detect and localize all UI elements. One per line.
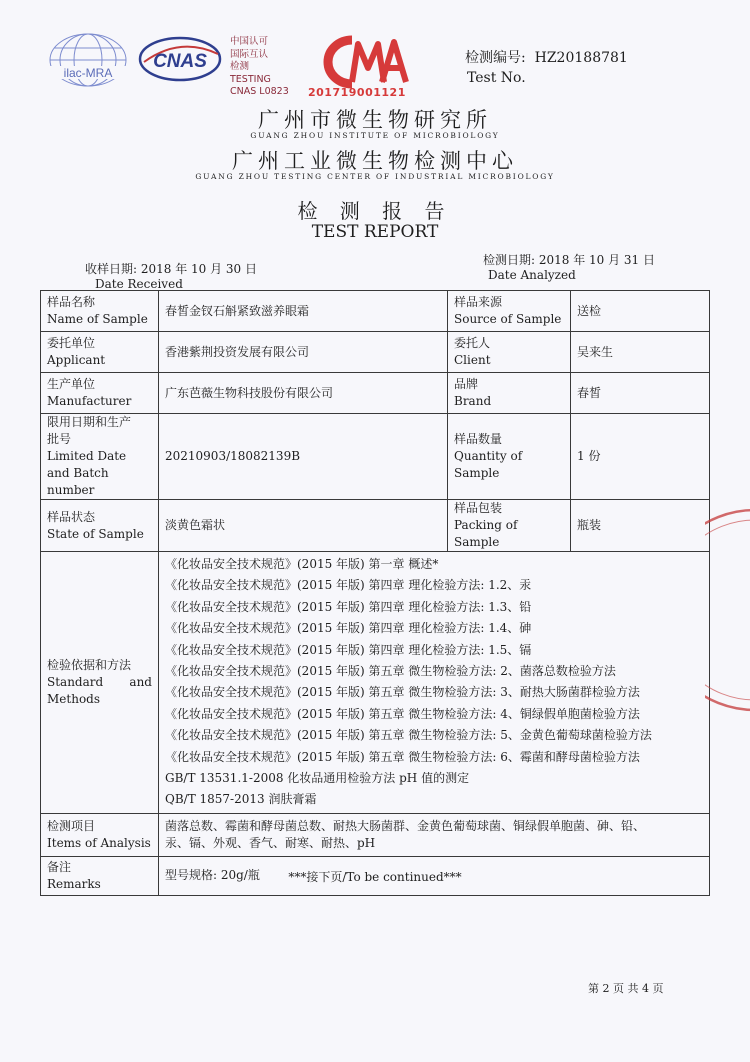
list-item: 《化妆品安全技术规范》(2015 年版) 第一章 概述* bbox=[165, 557, 439, 571]
table-row bbox=[41, 813, 710, 856]
svg-text:CMA: CMA bbox=[312, 34, 315, 35]
list-item: 《化妆品安全技术规范》(2015 年版) 第四章 理化检验方法: 1.2、汞 bbox=[165, 578, 532, 593]
svg-text:CNAS: CNAS bbox=[153, 51, 207, 72]
continued-note: ***接下页/To be continued*** bbox=[288, 870, 462, 884]
table-row bbox=[41, 373, 710, 414]
test-number-label: 检测编号: bbox=[465, 50, 526, 66]
list-item: 《化妆品安全技术规范》(2015 年版) 第四章 理化检验方法: 1.3、铅 bbox=[165, 599, 532, 614]
standard-methods-list bbox=[159, 552, 710, 814]
sample-source-label: 样品来源 Source of Sample bbox=[448, 291, 571, 332]
page-indicator: 第 2 页 共 4 页 bbox=[588, 982, 664, 995]
svg-text:ilac-MRA: ilac-MRA bbox=[63, 66, 113, 80]
list-item: 《化妆品安全技术规范》(2015 年版) 第五章 微生物检验方法: 3、耐热大肠菌群检验方法 bbox=[165, 685, 640, 700]
table-row bbox=[41, 500, 710, 552]
applicant-label: 委托单位 Applicant bbox=[41, 332, 159, 373]
sample-name-value: 春皙金钗石斛紧致滋养眼霜 bbox=[159, 291, 448, 332]
institute-name-cn: 广州市微生物研究所 bbox=[258, 108, 492, 132]
items-label: 检测项目 Items of Analysis bbox=[41, 813, 159, 856]
ilac-mra-logo bbox=[45, 30, 131, 90]
client-label: 委托人 Client bbox=[448, 332, 571, 373]
report-title-cn: 检 测 报 告 bbox=[297, 199, 453, 223]
list-item: 《化妆品安全技术规范》(2015 年版) 第四章 理化检验方法: 1.5、镉 bbox=[165, 642, 532, 657]
brand-label: 品牌 Brand bbox=[448, 373, 571, 414]
sample-name-label: 样品名称 Name of Sample bbox=[41, 291, 159, 332]
remarks-value: 型号规格: 20g/瓶 bbox=[159, 856, 710, 895]
applicant-value: 香港紫荆投资发展有限公司 bbox=[159, 332, 448, 373]
quantity-value: 1 份 bbox=[571, 414, 710, 500]
items-value: 菌落总数、霉菌和酵母菌总数、耐热大肠菌群、金黄色葡萄球菌、铜绿假单胞菌、砷、铅、 汞、镉、外观、香气、耐寒、耐热、pH bbox=[159, 813, 710, 856]
packing-value: 瓶装 bbox=[571, 500, 710, 552]
center-name-cn: 广州工业微生物检测中心 bbox=[232, 149, 518, 173]
test-number bbox=[465, 48, 628, 88]
state-label: 样品状态 State of Sample bbox=[41, 500, 159, 552]
standard-label: 检验依据和方法 Standard and Methods bbox=[41, 552, 159, 814]
list-item: 《化妆品安全技术规范》(2015 年版) 第四章 理化检验方法: 1.4、砷 bbox=[165, 621, 532, 636]
remarks-label: 备注 Remarks bbox=[41, 856, 159, 895]
report-title-en: TEST REPORT bbox=[311, 222, 439, 242]
table-row bbox=[41, 291, 710, 332]
table-row bbox=[41, 552, 710, 814]
date-analyzed: 检测日期: 2018 年 10 月 31 日 Date Analyzed bbox=[483, 253, 656, 282]
quantity-label: 样品数量 Quantity of Sample bbox=[448, 414, 571, 500]
list-item: 《化妆品安全技术规范》(2015 年版) 第五章 微生物检验方法: 6、霉菌和酵母菌检验方法 bbox=[165, 749, 640, 764]
list-item: QB/T 1857-2013 润肤膏霜 bbox=[165, 792, 317, 807]
manufacturer-label: 生产单位 Manufacturer bbox=[41, 373, 159, 414]
list-item: 《化妆品安全技术规范》(2015 年版) 第五章 微生物检验方法: 5、金黄色葡萄球菌检验方法 bbox=[165, 728, 652, 743]
list-item: GB/T 13531.1-2008 化妆品通用检验方法 pH 值的测定 bbox=[165, 771, 470, 786]
table-row bbox=[41, 414, 710, 500]
packing-label: 样品包装 Packing of Sample bbox=[448, 500, 571, 552]
list-item: 《化妆品安全技术规范》(2015 年版) 第五章 微生物检验方法: 4、铜绿假单胞菌检验方法 bbox=[165, 706, 640, 721]
sample-source-value: 送检 bbox=[571, 291, 710, 332]
state-value: 淡黄色霜状 bbox=[159, 500, 448, 552]
test-number-value: HZ20188781 bbox=[534, 50, 628, 66]
test-number-label-en: Test No. bbox=[467, 70, 526, 86]
cnas-accreditation-text: 中国认可 国际互认 检测 TESTING CNAS L0823 bbox=[230, 36, 289, 97]
cma-logo bbox=[312, 34, 410, 90]
list-item: 《化妆品安全技术规范》(2015 年版) 第五章 微生物检验方法: 2、菌落总数检验方法 bbox=[165, 664, 616, 679]
client-value: 吴来生 bbox=[571, 332, 710, 373]
institute-name-en: GUANG ZHOU INSTITUTE OF MICROBIOLOGY bbox=[250, 131, 500, 140]
date-received: 收样日期: 2018 年 10 月 30 日 Date Received bbox=[85, 262, 258, 291]
brand-value: 春皙 bbox=[571, 373, 710, 414]
table-row bbox=[41, 332, 710, 373]
center-name-en: GUANG ZHOU TESTING CENTER OF INDUSTRIAL MICROBIOLOGY bbox=[195, 172, 555, 181]
seal-stamp bbox=[705, 500, 750, 720]
manufacturer-value: 广东芭薇生物科技股份有限公司 bbox=[159, 373, 448, 414]
cma-number: 201719001121 bbox=[308, 86, 406, 99]
limited-date-label: 限用日期和生产 批号 Limited Date and Batch number bbox=[41, 414, 159, 500]
cnas-logo bbox=[138, 34, 222, 84]
limited-date-value: 20210903/18082139B bbox=[159, 414, 448, 500]
sample-info-table bbox=[40, 290, 710, 896]
